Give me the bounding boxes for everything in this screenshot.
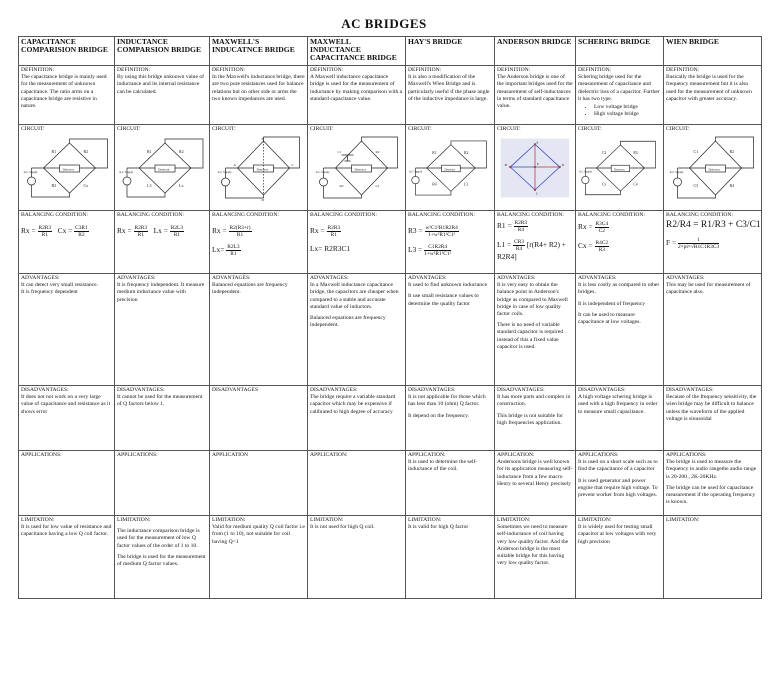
balance-equation: L3 = $\frac{C1R2R4}{\text{1+w²R1²C1²}}$ — [408, 244, 452, 258]
circuit-label: CIRCUIT: — [497, 126, 521, 132]
list-item: • High voltage bridge — [594, 111, 661, 118]
balancing-label: BALANCING CONDITION: — [212, 212, 279, 218]
c3-label: C3 — [693, 183, 699, 189]
advantage-text: It use small resistance values to determine the quality factor — [408, 293, 479, 307]
wien-balance-equation: R2/R4 = R1/R3 + C3/C1 — [666, 220, 761, 231]
circuit-label: CIRCUIT: — [21, 126, 45, 132]
fraction: $\frac{C1R2R4}{\text{1+w²R1²C1²}}$ — [424, 244, 452, 258]
definition-text: Basically the bridge is used for the frequency measurement but it is also used for the measurement of unknown capacitor with greater accuracy. — [666, 74, 752, 102]
hays-bridge-diagram — [408, 135, 492, 201]
lx-label: Lx — [375, 184, 380, 189]
wien-bridge-diagram — [666, 135, 759, 201]
balance-equation: R1 = $\frac{R2R3}{R4}$ — [497, 220, 528, 234]
balancing-cell — [664, 211, 762, 274]
limitation-text: Valid for medium quality Q coil factor i.e from (1 to 10), not suitable for coil having Q<1 — [212, 524, 305, 545]
balance-equation: R3 = $\frac{\text{w²C1²R1R2R4}}{\text{1+w²R1²C1²}}$ — [408, 225, 458, 239]
limitation-cell — [495, 516, 576, 599]
disadvantages-label: DISADVANTAGES: — [497, 387, 545, 393]
circuit-label: CIRCUIT: — [578, 126, 602, 132]
applications-cell — [308, 451, 406, 516]
disadvantages-cell — [406, 386, 495, 451]
limitation-text: It is widely used for testing small capacitor at low voltages with very high precision — [578, 524, 657, 545]
r2-label: R2 — [729, 149, 735, 155]
advantage-text: It is less costly as compared to other bridges. — [578, 282, 660, 296]
r1-label: R1 — [147, 149, 152, 155]
limitation-cell — [576, 516, 664, 599]
r2-label: R2 — [375, 150, 380, 155]
disadvantages-cell — [308, 386, 406, 451]
advantages-label: ADVANTAGES: — [578, 275, 617, 281]
definition-label: DEFINITION: — [497, 67, 531, 73]
header-anderson-bridge: ANDERSON BRIDGE — [495, 37, 576, 66]
balancing-label: BALANCING CONDITION: — [310, 212, 377, 218]
limitation-text: It is not used for high Q coil. — [310, 524, 375, 531]
balancing-row — [19, 211, 762, 274]
disadvantage-text: It has more parts and complex in construction. — [497, 394, 571, 408]
disadvantages-label: DISADVANTAGES: — [117, 387, 165, 393]
applications-row — [19, 451, 762, 516]
limitation-row — [19, 516, 762, 599]
applications-cell — [495, 451, 576, 516]
detector-label: Detector — [62, 167, 75, 172]
definition-text: A Maxwell inductance capacitance bridge is used for the measurement of inductance by making comparison with a standard capacitance value. — [310, 74, 403, 102]
definition-label: DEFINITION: — [666, 67, 700, 73]
applications-label: APPLICATION: — [497, 452, 535, 458]
source-label: A.C Supply — [578, 170, 592, 174]
advantages-cell — [19, 274, 115, 386]
fraction: $\frac{R2R3}{R1}$ — [134, 225, 148, 239]
disadvantages-cell — [19, 386, 115, 451]
balancing-cell — [115, 211, 210, 274]
applications-cell — [19, 451, 115, 516]
disadvantages-cell — [576, 386, 664, 451]
application-text: It is used to determine the self-inductance of the coil. — [408, 459, 478, 473]
limitation-text: It is valid for high Q factor — [408, 524, 469, 531]
header-capacitance-comparison: CAPACITANCE COMPARISION BRIDGE — [19, 37, 115, 66]
maxwell-capacitance-bridge-diagram — [310, 135, 403, 201]
detector-label: Detector — [708, 167, 721, 172]
equation-lhs: Rx = — [21, 226, 36, 236]
fraction: $\frac{C3R1}{R2}$ — [75, 225, 88, 239]
advantage-text: It can detect very small resistance. — [21, 282, 99, 289]
node-a-label: A — [535, 140, 539, 145]
r2-label: R2 — [83, 149, 89, 155]
limitation-label: LIMITATION: — [310, 517, 344, 523]
advantage-text: There is no need of variable standard capacitor is required instead of this a fixed value capacitor is used. — [497, 322, 564, 350]
advantage-text: It used to find unknown inductance — [408, 282, 488, 289]
advantages-label: ADVANTAGES: — [310, 275, 349, 281]
definition-text: The Anderson bridge is one of the important bridges used for the measurement of self-inductances in terms of standard capacitance value. — [497, 74, 573, 110]
disadvantages-cell — [210, 386, 308, 451]
applications-label: APPLICATION: — [408, 452, 446, 458]
balance-equation — [21, 225, 112, 238]
advantages-cell — [406, 274, 495, 386]
limitation-label: LIMITATION: — [578, 517, 612, 523]
advantage-text: It is independent of frequency — [578, 300, 646, 307]
limitation-cell — [115, 516, 210, 599]
r3-label: R3 — [633, 151, 638, 156]
applications-cell — [576, 451, 664, 516]
disadvantages-label: DISADVANTAGES: — [21, 387, 69, 393]
circuit-cell — [308, 125, 406, 211]
header-maxwell-inductance: MAXWELL'S INDUCATNCE BRIDGE — [210, 37, 308, 66]
balance-equation: Rx = $\frac{R2R3}{R1}$ Lx = $\frac{R2L3}{R1}$ — [117, 225, 184, 239]
definition-text: In the Maxwell's inductance bridge, there are two pure resistances used for balance relations but on other side or arms the two known impedances are used. — [212, 74, 305, 102]
applications-label: APPLICATIONS: — [666, 452, 707, 458]
limitation-cell — [308, 516, 406, 599]
limitation-cell — [210, 516, 308, 599]
definition-label: DEFINITION: — [21, 67, 55, 73]
balance-equation: Rx = $\frac{R2(R3+r)}{R1}$ — [212, 225, 251, 239]
node-b-label: B — [504, 163, 507, 168]
node-d-label: D — [561, 163, 564, 168]
balancing-cell — [210, 211, 308, 274]
maxwell-bridge-diagram — [212, 135, 305, 201]
definition-cell — [495, 66, 576, 125]
disadvantages-label: DISADVANTAGES: — [578, 387, 626, 393]
limitation-label: LIMITATION: — [666, 517, 700, 523]
advantage-text: It is frequency independent. It measure medium inductance value with precision — [117, 282, 205, 303]
advantage-text: Balanced equations are frequency independent. — [212, 282, 288, 296]
circuit-cell — [664, 125, 762, 211]
limitation-cell — [406, 516, 495, 599]
disadvantage-text: Because of the frequency sensitivity, the wien bridge may be difficult to balance unless the waveform of the applied voltage is sinusoidal — [666, 394, 757, 422]
inductance-bridge-diagram — [117, 135, 207, 201]
r2-label: R2 — [464, 151, 469, 156]
fraction: $\frac{R2(R3+r)}{R1}$ — [229, 225, 251, 239]
r1-label: R1 — [432, 151, 437, 156]
circuit-cell — [576, 125, 664, 211]
equation-lhs: Cx = — [57, 226, 73, 236]
circuit-label: CIRCUIT: — [666, 126, 690, 132]
advantage-text: It can be used to measure capacitance at low voltages. — [578, 311, 641, 326]
applications-label: APPLICATIONS: — [117, 452, 158, 458]
application-text: It is used on a short scale such as to find the capacitance of a capacitor — [578, 459, 658, 473]
balancing-label: BALANCING CONDITION: — [497, 212, 564, 218]
disadvantage-text: It depend on the frequency. — [408, 412, 469, 419]
balance-equation: Lx= $\frac{R2L3}{R1}$ — [212, 244, 240, 258]
disadvantage-text: It is not applicable for those which has less than 10 (ohm) Q factor. — [408, 394, 486, 408]
application-text: Andersons bridge is well known for its application measuring self-inductance from a few macro Henry to several Henry precisely — [497, 459, 573, 487]
schering-bridge-diagram — [578, 135, 661, 201]
definition-cell — [210, 66, 308, 125]
circuit-label: CIRCUIT: — [310, 126, 334, 132]
circuit-cell — [115, 125, 210, 211]
header-maxwell-inductance-capacitance: MAXWELL INDUCTANCE CAPACITANCE BRIDGE — [308, 37, 406, 66]
application-text: The bridge is used to measure the frequency in audio rangethe audio range is 20-200 , 2K-20KHz. — [666, 459, 757, 480]
limitation-text: The inductance comparison bridge is used for the measurement of low Q factor values of the order of 1 to 10. — [117, 528, 200, 549]
definition-label: DEFINITION: — [117, 67, 151, 73]
disadvantage-text: It cannot be used for the measurement of Q factors below 1. — [117, 394, 203, 408]
definition-text: By using this bridge unknown value of inductance and its internal resistance can be calculated. — [117, 74, 205, 95]
advantages-label: ADVANTAGES: — [117, 275, 156, 281]
detector-label: Detector — [354, 167, 367, 172]
advantages-label: ADVANTAGES: — [497, 275, 536, 281]
detector-label: Detector — [444, 167, 456, 172]
c4-label: C4 — [633, 182, 638, 187]
definition-text: The capacitance bridge is mainly used for the measurement of unknown capacitance. The ratio arms on a capacitance bridge are resistive in nature. — [21, 74, 107, 110]
applications-cell — [115, 451, 210, 516]
source-label: A.C Supply — [408, 170, 423, 174]
node-a-label: A — [233, 163, 236, 168]
circuit-label: CIRCUIT: — [212, 126, 236, 132]
definition-cell — [19, 66, 115, 125]
fraction: $\frac{1}{2\times pi\times√R1C1R3C3}$ — [678, 237, 720, 251]
advantages-row — [19, 274, 762, 386]
applications-label: APPLICATIONS: — [21, 452, 62, 458]
advantage-text: This may be used for measurement of capacitance also. — [666, 282, 751, 296]
c2-label: C2 — [601, 151, 607, 156]
circuit-row — [19, 125, 762, 211]
application-text: The bridge can be used for capacitance measurement if the operating frequency is known. — [666, 484, 756, 506]
limitation-text: Sometimes we need to measure self-inductance of coil having very low quality factor. And the Anderson bridge is the most suitable bridge for this having very low quality factor. — [497, 524, 569, 567]
limitation-text: The bridge is used for the measurement of medium Q factor values. — [117, 553, 206, 568]
advantages-cell — [115, 274, 210, 386]
advantages-cell — [576, 274, 664, 386]
circuit-label: CIRCUIT: — [408, 126, 432, 132]
page-title: AC BRIDGES — [341, 16, 427, 31]
l3-label: L3 — [147, 183, 152, 189]
applications-label: APPLICATION — [212, 452, 249, 458]
advantages-label: ADVANTAGES: — [21, 275, 60, 281]
definition-cell — [115, 66, 210, 125]
fraction: $\frac{R4C2}{R3}$ — [595, 240, 609, 254]
balancing-label: BALANCING CONDITION: — [578, 212, 645, 218]
source-label: A.C Supply — [315, 170, 330, 175]
circuit-label: CIRCUIT: — [117, 126, 141, 132]
definition-text: It is also a modification of the Maxwell's Wien Bridge and is particularly useful if the phase angle of the inductive impedance is large. — [408, 74, 490, 102]
definition-cell — [406, 66, 495, 125]
advantages-label: ADVANTAGES: — [666, 275, 705, 281]
advantages-cell — [210, 274, 308, 386]
disadvantage-text: The bridge require a variable standard capacitor which may be expensive if calibrated to high degree of accuracy — [310, 394, 396, 415]
wien-frequency-equation: F = $\frac{1}{2\times pi\times√R1C1R3C3}$ — [666, 237, 720, 251]
advantages-cell — [495, 274, 576, 386]
balance-equation: Lx= R2R3C1 — [310, 244, 351, 254]
balancing-label: BALANCING CONDITION: — [117, 212, 184, 218]
c1-label: C1 — [337, 150, 342, 155]
disadvantage-text: This bridge is not suitable for high frequencies application. — [497, 412, 564, 426]
detector-label: Detector — [158, 167, 170, 172]
applications-label: APPLICATIONS: — [578, 452, 619, 458]
detector-label: Detector — [613, 167, 625, 172]
disadvantage-text: A high voltage schering bridge is used with a high frequency in order to measure small capacitance. — [578, 394, 658, 415]
disadvantages-label: DISADVANTAGES — [212, 387, 259, 393]
node-b-label: B — [261, 137, 264, 142]
disadvantages-row — [19, 386, 762, 451]
balance-equation: Cx = $\frac{R4C2}{R3}$ — [578, 240, 609, 254]
balancing-cell — [406, 211, 495, 274]
fraction: $\frac{R2R3}{R1}$ — [38, 225, 52, 239]
c1-label: C1 — [693, 149, 699, 155]
source-label: A.C Supply — [669, 170, 684, 175]
balancing-label: BALANCING CONDITION: — [408, 212, 475, 218]
advantages-cell — [664, 274, 762, 386]
disadvantage-text: It does not not work on a very large value of capacitance and resistance as it shows error — [21, 394, 111, 415]
detector-label: Detector — [256, 167, 269, 172]
advantage-text: It is very easy to obtain the balance point in Anderson's bridge as compared to Maxwell bridge in case of low quality factor coils. — [497, 282, 568, 318]
advantages-cell — [308, 274, 406, 386]
r4-label: R4 — [729, 183, 735, 189]
balance-equation: L1 = $\frac{CR3}{R4}$ [r(R4+ R2) + R2R4] — [497, 239, 566, 262]
advantages-label: ADVANTAGES: — [212, 275, 251, 281]
limitation-text: It is used for low value of resistance and capacitance having a low Q coil factor. — [21, 524, 112, 538]
fraction: $\frac{R2R3}{R1}$ — [327, 225, 341, 239]
header-row — [19, 37, 762, 66]
disadvantages-cell — [664, 386, 762, 451]
fraction: $\frac{R2L3}{R1}$ — [170, 225, 184, 239]
disadvantages-label: DISADVANTAGES: — [666, 387, 714, 393]
definition-cell — [308, 66, 406, 125]
header-schering-bridge: SCHERING BRIDGE — [576, 37, 664, 66]
header-wien-bridge: WIEN BRIDGE — [664, 37, 762, 66]
application-text: It is used generator and power engine that require high voltage. To prevent worker from high voltages. — [578, 477, 658, 499]
source-label: A.C Supply — [217, 170, 232, 175]
node-c-label: C — [291, 163, 294, 168]
applications-label: APPLICATION: — [310, 452, 348, 458]
definition-text: Schering bridge used for the measurement of capacitance and dielectric loss of a capacitor. Further it has two type. — [578, 74, 660, 102]
schering-type-list — [588, 104, 661, 118]
circuit-cell — [406, 125, 495, 211]
advantage-text: It is frequency dependent — [21, 289, 78, 296]
definition-cell — [576, 66, 664, 125]
definition-cell — [664, 66, 762, 125]
balancing-label: BALANCING CONDITION: — [21, 212, 88, 218]
balancing-cell — [19, 211, 115, 274]
node-c-label: C — [535, 191, 539, 196]
limitation-label: LIMITATION: — [117, 517, 151, 523]
r3-label: R3 — [51, 183, 57, 189]
disadvantages-cell — [495, 386, 576, 451]
capacitance-bridge-diagram — [21, 135, 112, 201]
definition-label: DEFINITION: — [310, 67, 344, 73]
r3-label: R3 — [339, 184, 344, 189]
limitation-cell — [664, 516, 762, 599]
balance-equation: Rx = $\frac{R3C4}{C2}$ — [578, 221, 609, 235]
advantage-text: Balanced equations are frequency independent. — [310, 315, 386, 329]
limitation-label: LIMITATION: — [497, 517, 531, 523]
cx-label: Cx — [83, 183, 89, 189]
balancing-cell — [576, 211, 664, 274]
r1-label: R1 — [51, 149, 57, 155]
balancing-label: BALANCING CONDITION: — [666, 212, 733, 218]
list-item: • Low voltage bridge — [594, 104, 661, 111]
l3-label: L3 — [464, 182, 469, 187]
fraction: $\frac{R3C4}{C2}$ — [595, 221, 609, 235]
fraction: $\frac{\text{w²C1²R1R2R4}}{\text{1+w²R1²C1²}}$ — [425, 225, 458, 239]
fraction: $\frac{R2L3}{R1}$ — [227, 244, 240, 258]
node-d-label: D — [261, 198, 264, 202]
r4-label: R4 — [432, 182, 437, 187]
limitation-label: LIMITATION: — [408, 517, 442, 523]
applications-cell — [210, 451, 308, 516]
applications-cell — [406, 451, 495, 516]
disadvantages-label: DISADVANTAGES: — [310, 387, 358, 393]
balancing-cell — [308, 211, 406, 274]
circuit-cell — [210, 125, 308, 211]
definition-label: DEFINITION: — [578, 67, 612, 73]
cx-label: Cx — [601, 182, 607, 187]
balancing-cell — [495, 211, 576, 274]
advantages-label: ADVANTAGES: — [408, 275, 447, 281]
applications-cell — [664, 451, 762, 516]
definition-label: DEFINITION: — [212, 67, 246, 73]
limitation-label: LIMITATION: — [21, 517, 55, 523]
lx-label: Lx — [179, 183, 184, 189]
limitation-cell — [19, 516, 115, 599]
disadvantages-cell — [115, 386, 210, 451]
fraction: $\frac{CR3}{R4}$ — [514, 239, 524, 253]
disadvantages-label: DISADVANTAGES: — [408, 387, 456, 393]
advantage-text: In a Maxwell inductance capacitance bridge, the capacitors are cheaper when compared to a stable and accurate standard value of inductors. — [310, 282, 399, 310]
source-label: A.C Supply — [23, 170, 38, 175]
header-inductance-comparison: INDUCTANCE COMPARSION BRIDGE — [115, 37, 210, 66]
circuit-cell — [495, 125, 576, 211]
fraction: $\frac{R2R3}{R4}$ — [514, 220, 528, 234]
limitation-label: LIMITATION: — [212, 517, 246, 523]
r2-label: R2 — [179, 149, 184, 155]
header-hays-bridge: HAY'S BRIDGE — [406, 37, 495, 66]
balance-equation: Rx = $\frac{R2R3}{R1}$ — [310, 225, 341, 239]
ac-bridges-table — [18, 36, 762, 599]
definition-label: DEFINITION: — [408, 67, 442, 73]
source-label: A.C Supply — [119, 170, 134, 175]
circuit-cell — [19, 125, 115, 211]
node-e-label: E — [536, 162, 539, 167]
definition-row — [19, 66, 762, 125]
anderson-bridge-diagram — [497, 135, 573, 201]
